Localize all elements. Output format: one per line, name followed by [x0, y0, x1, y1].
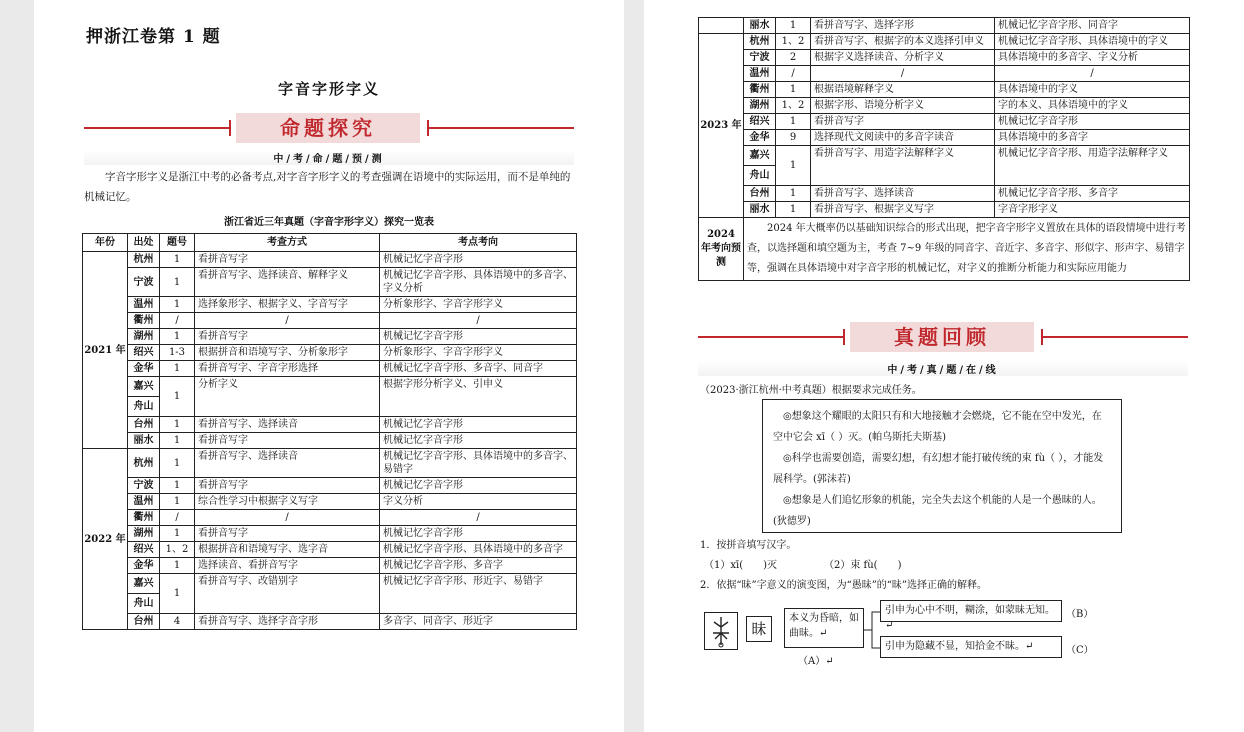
- banner-caption: 中/考/命/题/预/测: [84, 150, 574, 165]
- cell-point: 机械记忆字音字形、同音字: [995, 18, 1190, 34]
- table-row: [83, 614, 577, 630]
- table-row: [83, 542, 577, 558]
- table-title: 浙江省近三年真题（字音字形字义）探究一览表: [224, 217, 434, 228]
- cell-number: 1: [160, 252, 195, 268]
- cell-source: 湖州: [128, 329, 160, 345]
- cell-source: 绍兴: [128, 345, 160, 361]
- table-row: [83, 345, 577, 361]
- cell-point: 机械记忆字音字形、形近字、易错字: [380, 574, 577, 614]
- header-year: 年份: [83, 234, 128, 252]
- page-right: [644, 0, 1244, 732]
- cell-method: 分析字义: [195, 377, 380, 417]
- cell-source: 丽水: [128, 433, 160, 449]
- cell-method: 看拼音写字: [195, 433, 380, 449]
- cell-point: 机械记忆字音字形: [995, 114, 1190, 130]
- cell-source: 丽水: [744, 18, 776, 34]
- forecast-text: 2024 年大概率仍以基础知识综合的形式出现，把字音字形字义置放在具体的语段情境中进行考查，以选择题和填空题为主，考查 7~9 年级的同音字、音近字、多音字、形似字、形声字、易错字等，强调在具体语境中对字音字形的机械记忆，对字义的推断分析能力和实际应用能力: [744, 218, 1190, 281]
- cell-point: 多音字、同音字、形近字: [380, 614, 577, 630]
- table-row: [699, 98, 1190, 114]
- cell-number: 1: [160, 297, 195, 313]
- modern-char-box: 昧: [746, 616, 772, 642]
- cell-source: 衢州: [128, 510, 160, 526]
- cell-point: 字义分析: [380, 494, 577, 510]
- cell-source: 绍兴: [128, 542, 160, 558]
- banner-left: [84, 113, 574, 143]
- cell-number: 4: [160, 614, 195, 630]
- question-1a: （1）xī( )灭: [704, 560, 778, 571]
- cell-source: 台州: [744, 186, 776, 202]
- table-row: [699, 82, 1190, 98]
- cell-point: 字音字形字义: [995, 202, 1190, 218]
- cell-source: 台州: [128, 614, 160, 630]
- cell-source: 湖州: [128, 526, 160, 542]
- intro-paragraph: 字音字形字义是浙江中考的必备考点,对字音字形字义的考查强调在语境中的实际运用，而不是单纯的机械记忆。: [84, 171, 571, 203]
- cell-source: 宁波: [128, 268, 160, 297]
- label-a: （A）↵: [798, 656, 834, 667]
- exam-table-right: [698, 17, 1190, 281]
- document-title: 押浙江卷第 1 题: [86, 27, 221, 47]
- cell-source: 杭州: [744, 34, 776, 50]
- cell-number: /: [776, 66, 811, 82]
- banner-label: 命题探究: [236, 113, 420, 143]
- cell-point: 机械记忆字音字形、多音字、同音字: [380, 361, 577, 377]
- cell-method: 看拼音写字: [195, 329, 380, 345]
- question-1: 1．按拼音填写汉字。: [700, 540, 797, 551]
- table-row: [83, 313, 577, 329]
- cell-point: 具体语境中的多音字: [995, 130, 1190, 146]
- cell-number: 1: [776, 18, 811, 34]
- cell-point: 机械记忆字音字形、具体语境中的字义: [995, 34, 1190, 50]
- cell-point: 机械记忆字音字形、具体语境中的多音字、易错字: [380, 449, 577, 478]
- cell-source: 温州: [128, 297, 160, 313]
- cell-method: /: [195, 510, 380, 526]
- cell-year-continued: [699, 18, 744, 34]
- cell-method: 看拼音写字: [195, 252, 380, 268]
- cell-method: 看拼音写字: [195, 478, 380, 494]
- meaning-c-box: 引申为隐藏不显，知拾金不昧。↵: [880, 636, 1062, 658]
- cell-number: 1: [160, 574, 195, 614]
- table-row: [83, 252, 577, 268]
- cell-number: /: [160, 510, 195, 526]
- table-row: [83, 297, 577, 313]
- cell-source: 舟山: [128, 594, 160, 614]
- quote-2: ◎科学也需要创造，需要幻想，有幻想才能打破传统的束 fù（ ），才能发展科学。(郭沫若): [773, 453, 1104, 485]
- cell-source: 温州: [128, 494, 160, 510]
- table-row: [699, 202, 1190, 218]
- cell-number: /: [160, 313, 195, 329]
- table-row: [699, 18, 1190, 34]
- cell-number: 1: [776, 202, 811, 218]
- cell-method: 看拼音写字、选择读音、解释字义: [195, 268, 380, 297]
- table-row: [699, 66, 1190, 82]
- cell-source: 杭州: [128, 252, 160, 268]
- cell-method: 根据字形、语境分析字义: [811, 98, 995, 114]
- quote-1: ◎想象这个耀眼的太阳只有和大地接触才会燃烧，它不能在空中发光，在空中它会 xī（ ）灭。(帕乌斯托夫斯基): [773, 411, 1102, 443]
- cell-point: 分析象形字、字音字形字义: [380, 345, 577, 361]
- table-row: [83, 433, 577, 449]
- cell-point: 机械记忆字音字形、用造字法解释字义: [995, 146, 1190, 186]
- table-row: [699, 186, 1190, 202]
- cell-point: 机械记忆字音字形、具体语境中的多音字、字义分析: [380, 268, 577, 297]
- cell-source: 宁波: [744, 50, 776, 66]
- cell-method: 看拼音写字、字音字形选择: [195, 361, 380, 377]
- cell-number: 1、2: [776, 34, 811, 50]
- cell-point: 机械记忆字音字形: [380, 417, 577, 433]
- cell-point: /: [380, 510, 577, 526]
- table-row: [83, 417, 577, 433]
- table-row: [699, 34, 1190, 50]
- cell-point: 字的本义、具体语境中的字义: [995, 98, 1190, 114]
- cell-number: 1: [160, 361, 195, 377]
- cell-source: 金华: [744, 130, 776, 146]
- cell-method: 看拼音写字、用造字法解释字义: [811, 146, 995, 186]
- cell-source: 金华: [128, 558, 160, 574]
- cell-number: 1: [160, 494, 195, 510]
- cell-year: 2021 年: [83, 252, 128, 449]
- cell-source: 衢州: [744, 82, 776, 98]
- exam-table-left: [82, 233, 577, 630]
- header-number: 题号: [160, 234, 195, 252]
- cell-number: 2: [776, 50, 811, 66]
- banner-right: [698, 322, 1188, 352]
- ancient-glyph-box: [704, 612, 738, 650]
- table-row: [83, 329, 577, 345]
- cell-number: 1-3: [160, 345, 195, 361]
- table-row: [83, 377, 577, 397]
- cell-point: 分析象形字、字音字形字义: [380, 297, 577, 313]
- cell-point: 机械记忆字音字形: [380, 329, 577, 345]
- cell-method: 根据字义选择读音、分析字义: [811, 50, 995, 66]
- table-row: [83, 494, 577, 510]
- question-intro: （2023·浙江杭州·中考真题）根据要求完成任务。: [700, 385, 922, 396]
- cell-number: 1: [776, 146, 811, 186]
- cell-method: 根据语境解释字义: [811, 82, 995, 98]
- forecast-label: 2024 年考向预测: [699, 218, 744, 281]
- cell-source: 台州: [128, 417, 160, 433]
- cell-method: 选择现代文阅读中的多音字读音: [811, 130, 995, 146]
- cell-point: 根据字形分析字义、引申义: [380, 377, 577, 417]
- section-subtitle: 字音字形字义: [277, 80, 380, 98]
- page-left: [34, 0, 624, 732]
- cell-method: 看拼音写字、选择读音: [195, 417, 380, 433]
- cell-point: 机械记忆字音字形、多音字: [380, 558, 577, 574]
- label-c: （C）: [1066, 645, 1094, 656]
- cell-method: 根据拼音和语境写字、分析象形字: [195, 345, 380, 361]
- quote-3: ◎想象是人们追忆形象的机能，完全失去这个机能的人是一个愚昧的人。(狄德罗): [773, 495, 1102, 527]
- cell-number: 1: [160, 329, 195, 345]
- cell-method: 综合性学习中根据字义写字: [195, 494, 380, 510]
- cell-number: 1: [160, 417, 195, 433]
- banner-caption: 中/考/真/题/在/线: [698, 361, 1188, 376]
- cell-method: 看拼音写字、选择字形: [811, 18, 995, 34]
- cell-point: 机械记忆字音字形、具体语境中的多音字: [380, 542, 577, 558]
- cell-point: /: [995, 66, 1190, 82]
- evolution-diagram: [704, 598, 1104, 668]
- cell-point: 具体语境中的字义: [995, 82, 1190, 98]
- cell-number: 1: [776, 82, 811, 98]
- cell-method: 看拼音写字、改错别字: [195, 574, 380, 614]
- header-method: 考查方式: [195, 234, 380, 252]
- cell-source: 温州: [744, 66, 776, 82]
- label-b: （B）: [1066, 609, 1094, 620]
- table-row: [83, 558, 577, 574]
- cell-source: 衢州: [128, 313, 160, 329]
- cell-method: 看拼音写字、选择读音: [195, 449, 380, 478]
- cell-method: 看拼音写字、选择字音字形: [195, 614, 380, 630]
- cell-source: 舟山: [744, 166, 776, 186]
- cell-source: 绍兴: [744, 114, 776, 130]
- ancient-glyph-icon: [705, 613, 737, 649]
- question-2: 2．依据“昧”字意义的演变图，为“愚昧”的“昧”选择正确的解释。: [700, 580, 988, 591]
- cell-point: /: [380, 313, 577, 329]
- cell-method: 选择读音、看拼音写字: [195, 558, 380, 574]
- cell-method: 看拼音写字、根据字的本义选择引申义: [811, 34, 995, 50]
- table-row: [83, 449, 577, 478]
- cell-point: 具体语境中的多音字、字义分析: [995, 50, 1190, 66]
- cell-number: 9: [776, 130, 811, 146]
- cell-source: 嘉兴: [744, 146, 776, 166]
- cell-number: 1、2: [776, 98, 811, 114]
- table-row: [83, 510, 577, 526]
- cell-number: 1: [160, 478, 195, 494]
- cell-number: 1: [776, 114, 811, 130]
- cell-point: 机械记忆字音字形: [380, 433, 577, 449]
- cell-year: 2022 年: [83, 449, 128, 630]
- origin-meaning-box: 本义为昏暗，如曲昧。↵: [784, 608, 864, 648]
- cell-source: 嘉兴: [128, 574, 160, 594]
- table-row: [83, 268, 577, 297]
- cell-point: 机械记忆字音字形: [380, 252, 577, 268]
- cell-number: 1、2: [160, 542, 195, 558]
- table-row: [699, 114, 1190, 130]
- cell-point: 机械记忆字音字形: [380, 478, 577, 494]
- cell-number: 1: [160, 526, 195, 542]
- table-row: [699, 146, 1190, 166]
- cell-source: 宁波: [128, 478, 160, 494]
- table-header-row: [83, 234, 577, 252]
- cell-method: 看拼音写字、根据字义写字: [811, 202, 995, 218]
- cell-number: 1: [160, 433, 195, 449]
- meaning-b-box: 引申为心中不明，糊涂，如蒙昧无知。↵: [880, 600, 1062, 622]
- cell-number: 1: [160, 377, 195, 417]
- table-row: [699, 50, 1190, 66]
- cell-number: 1: [160, 449, 195, 478]
- cell-method: /: [811, 66, 995, 82]
- header-point: 考点考向: [380, 234, 577, 252]
- cell-year: 2023 年: [699, 34, 744, 218]
- table-row: [83, 361, 577, 377]
- cell-point: 机械记忆字音字形、多音字: [995, 186, 1190, 202]
- cell-method: 看拼音写字: [195, 526, 380, 542]
- cell-source: 湖州: [744, 98, 776, 114]
- question-1b: （2）束 fù( ): [824, 560, 902, 571]
- cell-number: 1: [160, 268, 195, 297]
- cell-number: 1: [776, 186, 811, 202]
- cell-source: 嘉兴: [128, 377, 160, 397]
- cell-point: 机械记忆字音字形: [380, 526, 577, 542]
- table-row: [83, 478, 577, 494]
- cell-method: 选择象形字、根据字义、字音写字: [195, 297, 380, 313]
- table-row: [699, 130, 1190, 146]
- cell-number: 1: [160, 558, 195, 574]
- cell-source: 金华: [128, 361, 160, 377]
- cell-source: 丽水: [744, 202, 776, 218]
- cell-source: 杭州: [128, 449, 160, 478]
- quote-box: [762, 399, 1122, 533]
- header-source: 出处: [128, 234, 160, 252]
- banner-label: 真题回顾: [850, 322, 1034, 352]
- cell-method: 看拼音写字: [811, 114, 995, 130]
- cell-source: 舟山: [128, 397, 160, 417]
- cell-method: 根据拼音和语境写字、选字音: [195, 542, 380, 558]
- table-row: [83, 526, 577, 542]
- table-row: [83, 574, 577, 594]
- table-row-forecast: [699, 218, 1190, 281]
- cell-method: 看拼音写字、选择读音: [811, 186, 995, 202]
- cell-method: /: [195, 313, 380, 329]
